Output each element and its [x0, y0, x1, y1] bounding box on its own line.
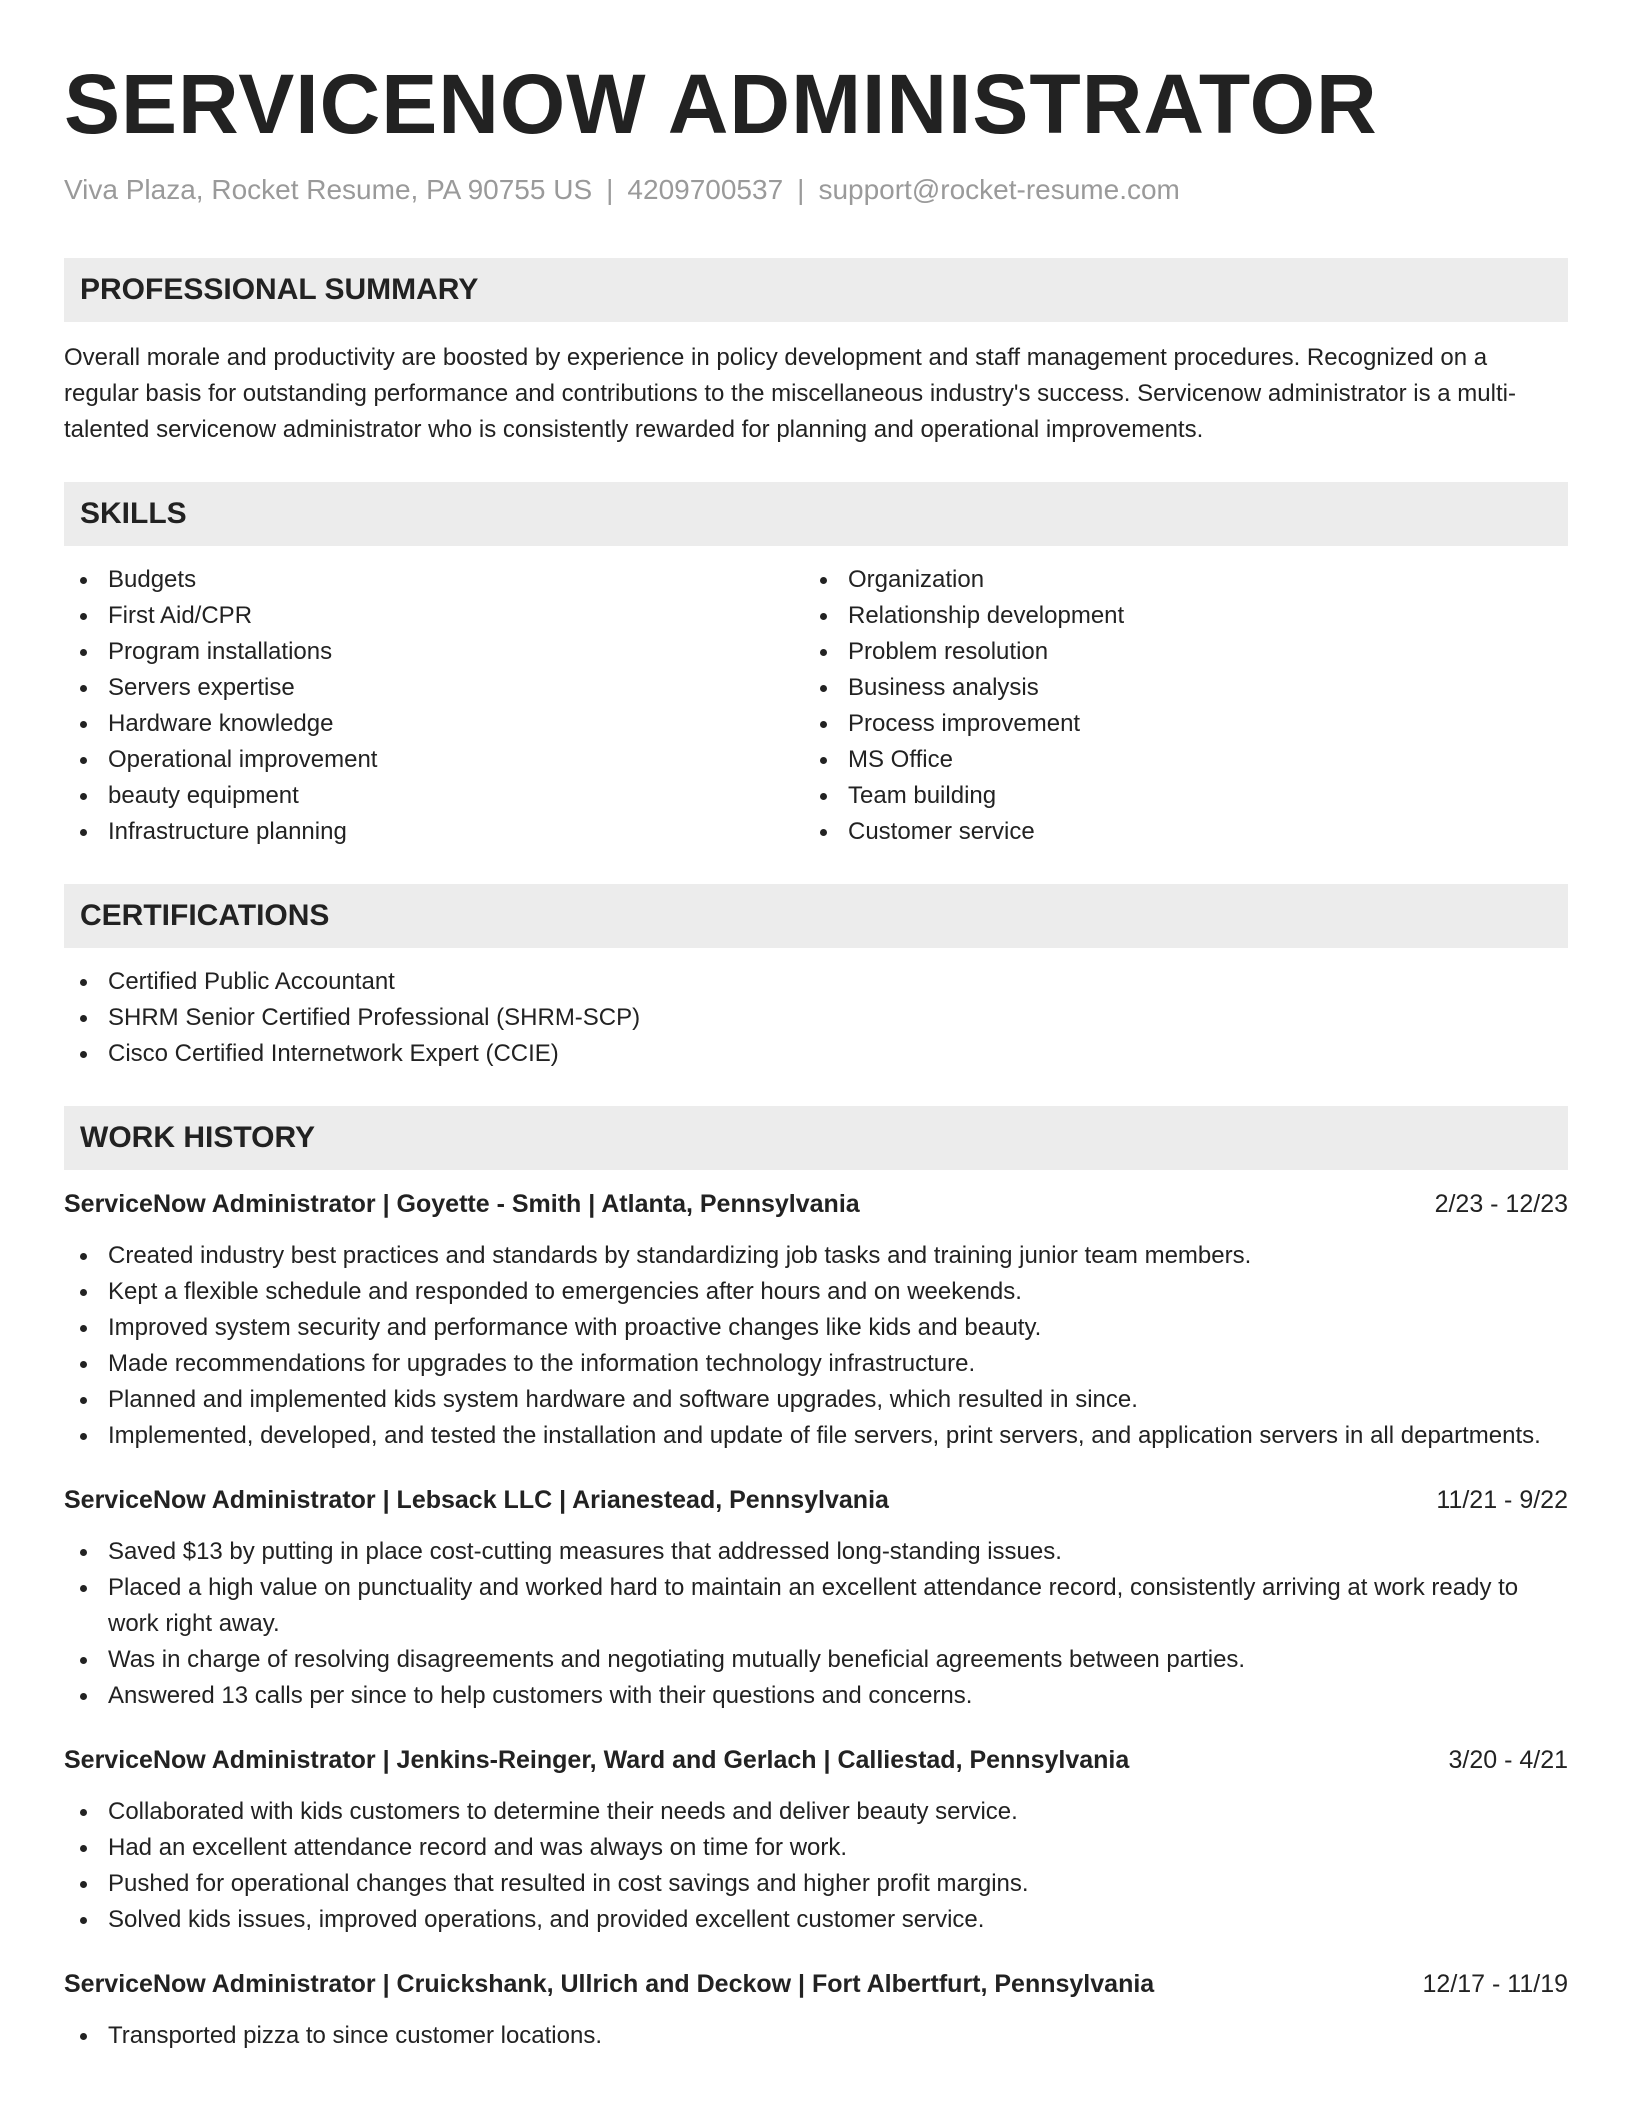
job-entry — [64, 1186, 1568, 1454]
skill-item: Process improvement — [804, 706, 1544, 742]
job-entry — [64, 1742, 1568, 1938]
job-bullet: Had an excellent attendance record and was always on time for work. — [64, 1830, 1568, 1866]
job-bullet: Transported pizza to since customer locations. — [64, 2018, 1568, 2054]
job-bullets — [64, 1238, 1568, 1454]
contact-line — [64, 174, 1568, 206]
skill-item: Team building — [804, 778, 1544, 814]
skill-item: Organization — [804, 562, 1544, 598]
job-bullet: Improved system security and performance with proactive changes like kids and beauty. — [64, 1310, 1568, 1346]
work-history-heading: WORK HISTORY — [64, 1106, 1568, 1170]
skill-item: Servers expertise — [64, 670, 804, 706]
skills-column-right — [804, 562, 1544, 850]
skill-item: beauty equipment — [64, 778, 804, 814]
job-bullets — [64, 1534, 1568, 1714]
skill-item: Relationship development — [804, 598, 1544, 634]
job-bullets — [64, 2018, 1568, 2054]
job-title: ServiceNow Administrator | Jenkins-Reinger, Ward and Gerlach | Calliestad, Pennsylvania — [64, 1746, 1130, 1774]
skills-list — [64, 562, 1568, 850]
job-header — [64, 1186, 1568, 1222]
contact-email[interactable]: support@rocket-resume.com — [818, 174, 1180, 205]
job-dates: 12/17 - 11/19 — [1422, 1970, 1568, 1998]
job-bullet: Implemented, developed, and tested the installation and update of file servers, print servers, and application servers in all departments. — [64, 1418, 1568, 1454]
skill-item: Infrastructure planning — [64, 814, 804, 850]
skills-heading: SKILLS — [64, 482, 1568, 546]
job-title: ServiceNow Administrator | Cruickshank, Ullrich and Deckow | Fort Albertfurt, Pennsylvania — [64, 1970, 1155, 1998]
job-bullet: Placed a high value on punctuality and worked hard to maintain an excellent attendance record, consistently arriving at work ready to work right away. — [64, 1570, 1568, 1642]
job-bullet: Made recommendations for upgrades to the information technology infrastructure. — [64, 1346, 1568, 1382]
job-bullet: Solved kids issues, improved operations, and provided excellent customer service. — [64, 1902, 1568, 1938]
certification-item: SHRM Senior Certified Professional (SHRM-SCP) — [64, 1000, 1568, 1036]
skill-item: Budgets — [64, 562, 804, 598]
skill-item: Problem resolution — [804, 634, 1544, 670]
contact-separator: | — [797, 174, 805, 205]
skill-item: Program installations — [64, 634, 804, 670]
contact-address: Viva Plaza, Rocket Resume, PA 90755 US — [64, 174, 593, 205]
skill-item: Business analysis — [804, 670, 1544, 706]
summary-heading: PROFESSIONAL SUMMARY — [64, 258, 1568, 322]
job-header — [64, 1966, 1568, 2002]
job-dates: 3/20 - 4/21 — [1448, 1746, 1568, 1774]
job-dates: 2/23 - 12/23 — [1434, 1190, 1568, 1218]
job-entry — [64, 1482, 1568, 1714]
skill-item: MS Office — [804, 742, 1544, 778]
contact-phone: 4209700537 — [627, 174, 784, 205]
job-bullets — [64, 1794, 1568, 1938]
job-bullet: Created industry best practices and standards by standardizing job tasks and training junior team members. — [64, 1238, 1568, 1274]
job-header — [64, 1482, 1568, 1518]
job-bullet: Kept a flexible schedule and responded to emergencies after hours and on weekends. — [64, 1274, 1568, 1310]
certifications-heading: CERTIFICATIONS — [64, 884, 1568, 948]
certification-item: Certified Public Accountant — [64, 964, 1568, 1000]
certification-item: Cisco Certified Internetwork Expert (CCIE) — [64, 1036, 1568, 1072]
job-bullet: Answered 13 calls per since to help customers with their questions and concerns. — [64, 1678, 1568, 1714]
skill-item: Hardware knowledge — [64, 706, 804, 742]
skill-item: Customer service — [804, 814, 1544, 850]
job-bullet: Was in charge of resolving disagreements and negotiating mutually beneficial agreements between parties. — [64, 1642, 1568, 1678]
job-title: ServiceNow Administrator | Goyette - Smith | Atlanta, Pennsylvania — [64, 1190, 860, 1218]
job-dates: 11/21 - 9/22 — [1436, 1486, 1568, 1514]
job-title: ServiceNow Administrator | Lebsack LLC | Arianestead, Pennsylvania — [64, 1486, 889, 1514]
contact-separator: | — [606, 174, 614, 205]
skills-column-left — [64, 562, 804, 850]
job-bullet: Pushed for operational changes that resulted in cost savings and higher profit margins. — [64, 1866, 1568, 1902]
job-bullet: Collaborated with kids customers to determine their needs and deliver beauty service. — [64, 1794, 1568, 1830]
job-entry — [64, 1966, 1568, 2054]
skill-item: Operational improvement — [64, 742, 804, 778]
job-header — [64, 1742, 1568, 1778]
job-bullet: Planned and implemented kids system hardware and software upgrades, which resulted in since. — [64, 1382, 1568, 1418]
certifications-list — [64, 964, 1568, 1072]
candidate-name: SERVICENOW ADMINISTRATOR — [64, 57, 1378, 151]
job-bullet: Saved $13 by putting in place cost-cutting measures that addressed long-standing issues. — [64, 1534, 1568, 1570]
summary-text: Overall morale and productivity are boosted by experience in policy development and staff management procedures. Recognized on a regular basis for outstanding performance and contributions to the miscellaneous industry's success. Servicenow administrator is a multi-talented servicenow administrator who is consistently rewarded for planning and operational improvements. — [64, 344, 1516, 443]
skill-item: First Aid/CPR — [64, 598, 804, 634]
